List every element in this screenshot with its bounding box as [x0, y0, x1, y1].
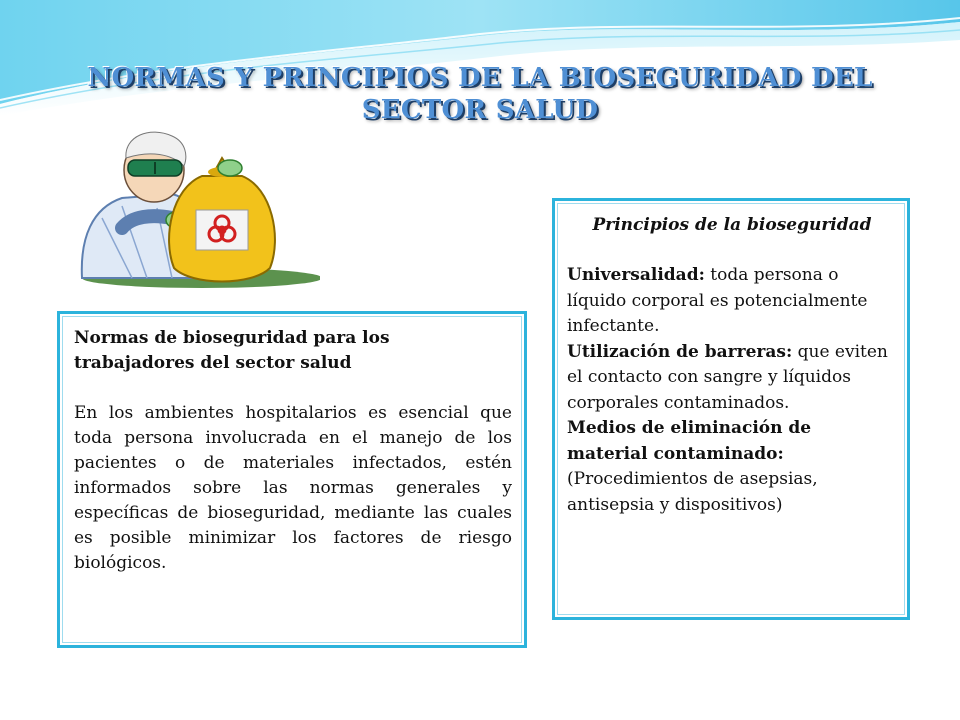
principle-description: (Procedimientos de asepsias, antisepsia y dispositivos) — [567, 469, 818, 515]
principle-name: Universalidad: — [567, 265, 705, 285]
principles-heading: Principios de la bioseguridad — [592, 215, 872, 235]
principle-description: toda persona o líquido corporal es potencialmente infectante. — [567, 265, 868, 336]
principle-name: Utilización de barreras: — [567, 341, 793, 362]
principle-name: Medios de eliminación de material contaminado: — [567, 418, 812, 464]
biosafety-principles-box — [552, 198, 910, 620]
slide-title: NORMAS Y PRINCIPIOS DE LA BIOSEGURIDAD DEL SECTOR SALUD — [87, 63, 873, 125]
worker-with-biohazard-bag-icon — [62, 128, 320, 288]
principles-list — [567, 263, 897, 518]
worker-norms-box — [57, 311, 527, 648]
worker-norms-heading: Normas de bioseguridad para los trabajadores del sector salud — [74, 328, 390, 373]
worker-norms-body: En los ambientes hospitalarios es esencial que toda persona involucrada en el manejo de los pacientes o de materiales infectados, estén informados sobre las normas generales y específicas de bioseguridad, mediante las cuales es posible minimizar los factores de riesgo biológicos. — [74, 403, 512, 573]
principle-description: que eviten el contacto con sangre y líquidos corporales contaminados. — [567, 341, 888, 413]
